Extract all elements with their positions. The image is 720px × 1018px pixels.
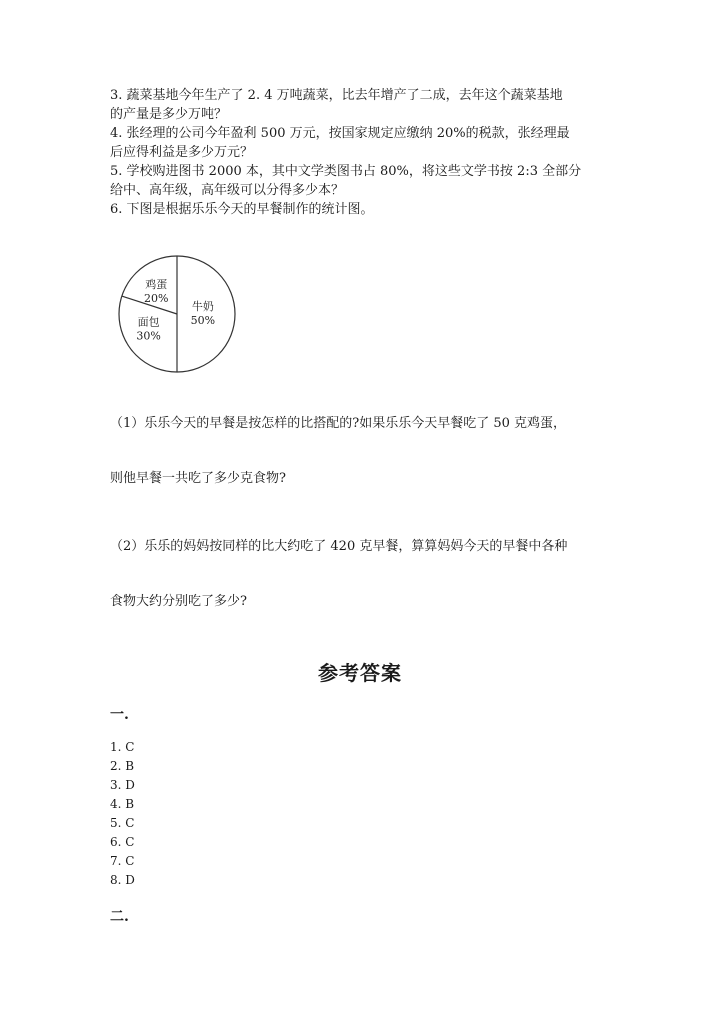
answer-item: 1. C: [110, 740, 135, 754]
sub-question-2-line-2: 食物大约分别吃了多少?: [110, 594, 247, 609]
question-4-line-2: 后应得利益是多少万元？: [110, 145, 254, 160]
pie-chart-svg: [112, 252, 242, 376]
question-list: [110, 86, 620, 219]
breakfast-pie-chart: [112, 252, 242, 376]
pie-slice-label: 面包: [137, 315, 160, 329]
question-4-line-1: 4. 张经理的公司今年盈利 500 万元，按国家规定应缴纳 20%的税款，张经理最: [110, 126, 570, 141]
pie-slice-label: 鸡蛋: [145, 278, 168, 292]
answer-part-1-label: 一.: [110, 707, 129, 723]
question-3-line-2: 的产量是多少万吨？: [110, 107, 228, 122]
answer-part-2-label: 二.: [110, 909, 129, 925]
sub-question-2-line-1: （2）乐乐的妈妈按同样的比大约吃了 420 克早餐，算算妈妈今天的早餐中各种: [110, 539, 568, 554]
question-5-line-1: 5. 学校购进图书 2000 本，其中文学类图书占 80%，将这些文学书按 2:3 全部分: [110, 164, 582, 179]
answer-section-title: 参考答案: [318, 661, 402, 685]
pie-slice-value-label: 30%: [136, 329, 161, 343]
answer-item: 3. D: [110, 778, 135, 792]
answer-item: 8. D: [110, 873, 135, 887]
question-5-line-2: 给中、高年级，高年级可以分得多少本？: [110, 183, 345, 198]
question-3-line-1: 3. 蔬菜基地今年生产了 2. 4 万吨蔬菜，比去年增产了二成，去年这个蔬菜基地: [110, 88, 563, 103]
answer-item: 7. C: [110, 854, 135, 868]
answer-item: 6. C: [110, 835, 135, 849]
answer-item: 5. C: [110, 816, 135, 830]
sub-question-1-line-2: 则他早餐一共吃了多少克食物?: [110, 471, 286, 486]
sub-question-1-line-1: （1）乐乐今天的早餐是按怎样的比搭配的?如果乐乐今天早餐吃了 50 克鸡蛋，: [110, 416, 567, 431]
answer-item: 2. B: [110, 759, 135, 773]
question-6-line-1: 6. 下图是根据乐乐今天的早餐制作的统计图。: [110, 202, 374, 217]
pie-slice-value-label: 20%: [144, 292, 169, 306]
pie-slice-label: 牛奶: [191, 300, 214, 313]
answer-list: [110, 738, 135, 890]
pie-slice-value-label: 50%: [190, 314, 216, 327]
answer-item: 4. B: [110, 797, 135, 811]
